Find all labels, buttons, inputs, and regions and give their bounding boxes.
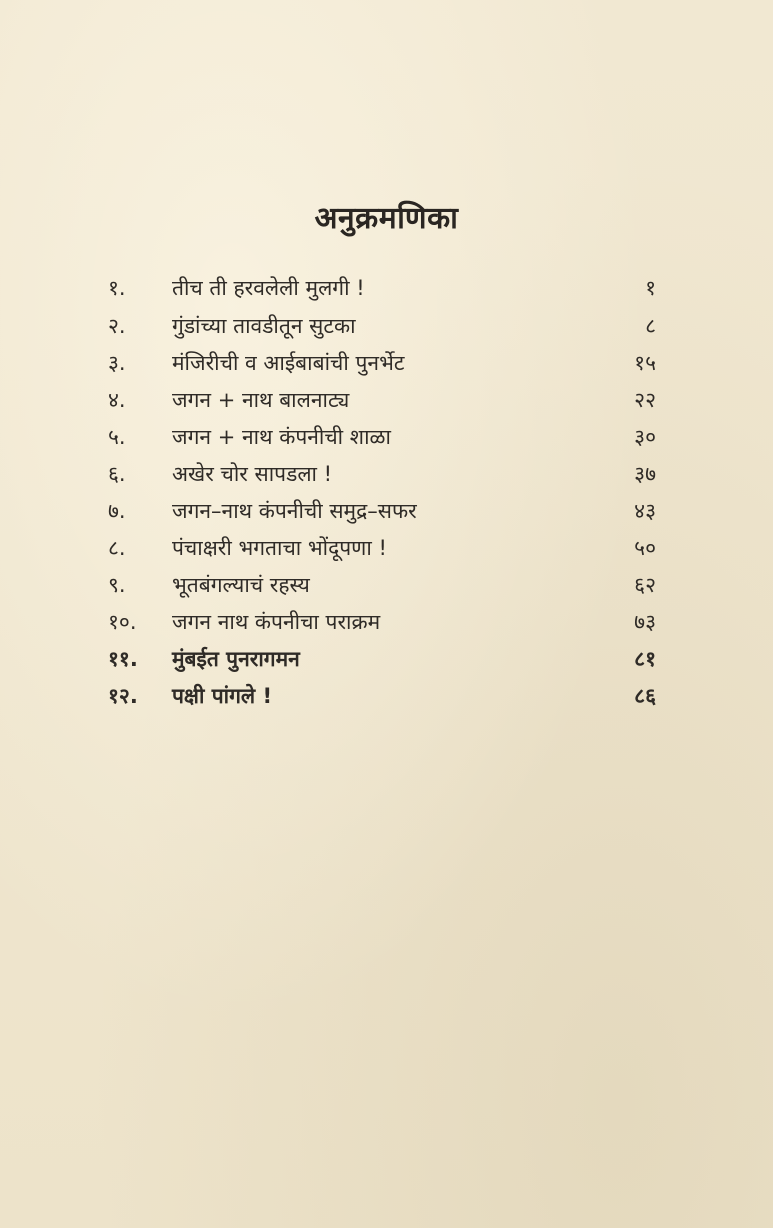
toc-entry-title: जगन + नाथ बालनाट्य	[172, 388, 350, 412]
toc-entry-title: भूतबंगल्याचं रहस्य	[172, 573, 310, 597]
toc-entry-title: जगन नाथ कंपनीचा पराक्रम	[172, 610, 381, 634]
toc-entry	[0, 493, 773, 530]
toc-entry-number: १०.	[108, 610, 137, 634]
toc-entry	[0, 641, 773, 678]
toc-entry-page: २२	[634, 388, 656, 412]
toc-entry-number: १२.	[108, 684, 138, 708]
toc-entry	[0, 530, 773, 567]
toc-entry	[0, 419, 773, 456]
toc-entry-page: ४३	[634, 499, 656, 523]
toc-entry	[0, 345, 773, 382]
toc-entry-page: १	[645, 276, 656, 300]
toc-entry	[0, 567, 773, 604]
toc-entry-title: गुंडांच्या तावडीतून सुटका	[172, 314, 356, 338]
toc-entry	[0, 382, 773, 419]
toc-entry-title: मंजिरीची व आईबाबांची पुनर्भेट	[172, 351, 405, 375]
toc-entry-page: ३७	[634, 462, 656, 486]
toc-entry	[0, 604, 773, 641]
toc-entry-page: ८१	[634, 647, 656, 671]
toc-entry	[0, 270, 773, 308]
toc-entry-page: ८	[645, 314, 656, 338]
toc-entry	[0, 308, 773, 345]
toc-entry-page: ६२	[634, 573, 656, 597]
table-of-contents	[0, 270, 773, 715]
toc-entry-page: ५०	[634, 536, 656, 560]
toc-entry	[0, 456, 773, 493]
page-title: अनुक्रमणिका	[314, 201, 459, 236]
toc-entry-number: ११.	[108, 647, 138, 671]
toc-entry-title: पक्षी पांगले !	[172, 684, 273, 708]
toc-entry-title: जगन + नाथ कंपनीची शाळा	[172, 425, 391, 449]
toc-entry-title: अखेर चोर सापडला !	[172, 462, 333, 486]
toc-entry-number: ५.	[108, 425, 126, 449]
toc-entry-page: ८६	[634, 684, 656, 708]
toc-entry-number: ७.	[108, 499, 126, 523]
toc-entry-page: ७३	[634, 610, 656, 634]
toc-entry-title: मुंबईत पुनरागमन	[172, 647, 300, 671]
toc-entry-title: पंचाक्षरी भगताचा भोंदूपणा !	[172, 536, 387, 560]
toc-entry-title: जगन–नाथ कंपनीची समुद्र–सफर	[172, 499, 417, 523]
toc-entry-page: ३०	[634, 425, 656, 449]
toc-entry-number: ८.	[108, 536, 126, 560]
toc-entry-number: २.	[108, 314, 126, 338]
toc-entry-page: १५	[634, 351, 656, 375]
toc-entry-number: ९.	[108, 573, 126, 597]
toc-entry-number: ३.	[108, 351, 126, 375]
toc-entry-number: ६.	[108, 462, 126, 486]
toc-entry-number: ४.	[108, 388, 126, 412]
toc-entry-number: १.	[108, 276, 126, 300]
toc-entry	[0, 678, 773, 715]
toc-entry-title: तीच ती हरवलेली मुलगी !	[172, 276, 365, 300]
